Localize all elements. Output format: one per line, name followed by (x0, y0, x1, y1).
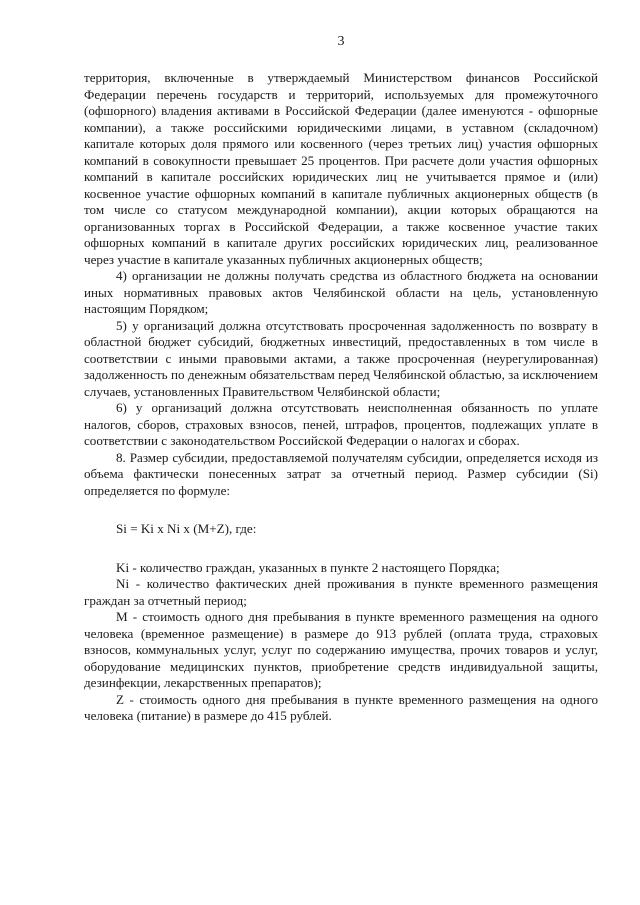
page-number: 3 (337, 34, 345, 49)
definition-m: M - стоимость одного дня пребывания в пункте временного размещения на одного человека (временное размещение) в размере до 913 рублей (оплата труда, страховых взносов, коммунальных услуг, услуг по содержанию имущества, прочих товаров и услуг, оборудование медицинских пунктов, приобретение средств индивидуальной защиты, дезинфекции, лекарственных препаратов); (84, 609, 598, 690)
paragraph-item-6: 6) у организаций должна отсутствовать неисполненная обязанность по уплате налогов, сборов, страховых взносов, пеней, штрафов, процентов, подлежащих уплате в соответствии с законодательством Российской Федерации о налогах и сборах. (84, 400, 598, 448)
paragraph-item-4: 4) организации не должны получать средства из областного бюджета на основании иных нормативных правовых актов Челябинской области на цель, установленную настоящим Порядком; (84, 268, 598, 316)
subsidy-formula: Si = Ki x Ni x (M+Z), где: (116, 521, 257, 536)
paragraph-offshore: территория, включенные в утверждаемый Министерством финансов Российской Федерации перечень государств и территорий, используемых для промежуточного (офшорного) владения активами в Российской Федерации (далее именуются - офшорные компании), а также российскими юридическими лицами, в уставном (складочном) капитале которых доля прямого или косвенного (через третьих лиц) участия офшорных компаний в совокупности превышает 25 процентов. При расчете доли участия офшорных компаний в капитале российских юридических лиц не учитывается прямое и (или) косвенное участие офшорных компаний в капитале публичных акционерных обществ (в том числе со статусом международной компании), акции которых обращаются на организованных торгах в Российской Федерации, а также косвенное участие таких офшорных компаний в капитале других российских юридических лиц, реализованное через участие в капитале указанных публичных акционерных обществ; (84, 70, 598, 267)
definition-n: Ni - количество фактических дней проживания в пункте временного размещения граждан за отчетный период; (84, 576, 598, 608)
definition-z: Z - стоимость одного дня пребывания в пункте временного размещения на одного человека (питание) в размере до 415 рублей. (84, 691, 598, 723)
paragraph-item-5: 5) у организаций должна отсутствовать просроченная задолженность по возврату в областной бюджет субсидий, бюджетных инвестиций, предоставленных в том числе в соответствии с иными правовыми актами, а также просроченная (неурегулированная) задолженность по денежным обязательствам перед Челябинской областью, за исключением случаев, установленных Правительством Челябинской области; (84, 317, 598, 399)
paragraph-item-8: 8. Размер субсидии, предоставляемой получателям субсидии, определяется исходя из объема фактически понесенных затрат за отчетный период. Размер субсидии (Si) определяется по формуле: (84, 449, 598, 498)
definition-k: Ki - количество граждан, указанных в пункте 2 настоящего Порядка; (116, 559, 500, 575)
